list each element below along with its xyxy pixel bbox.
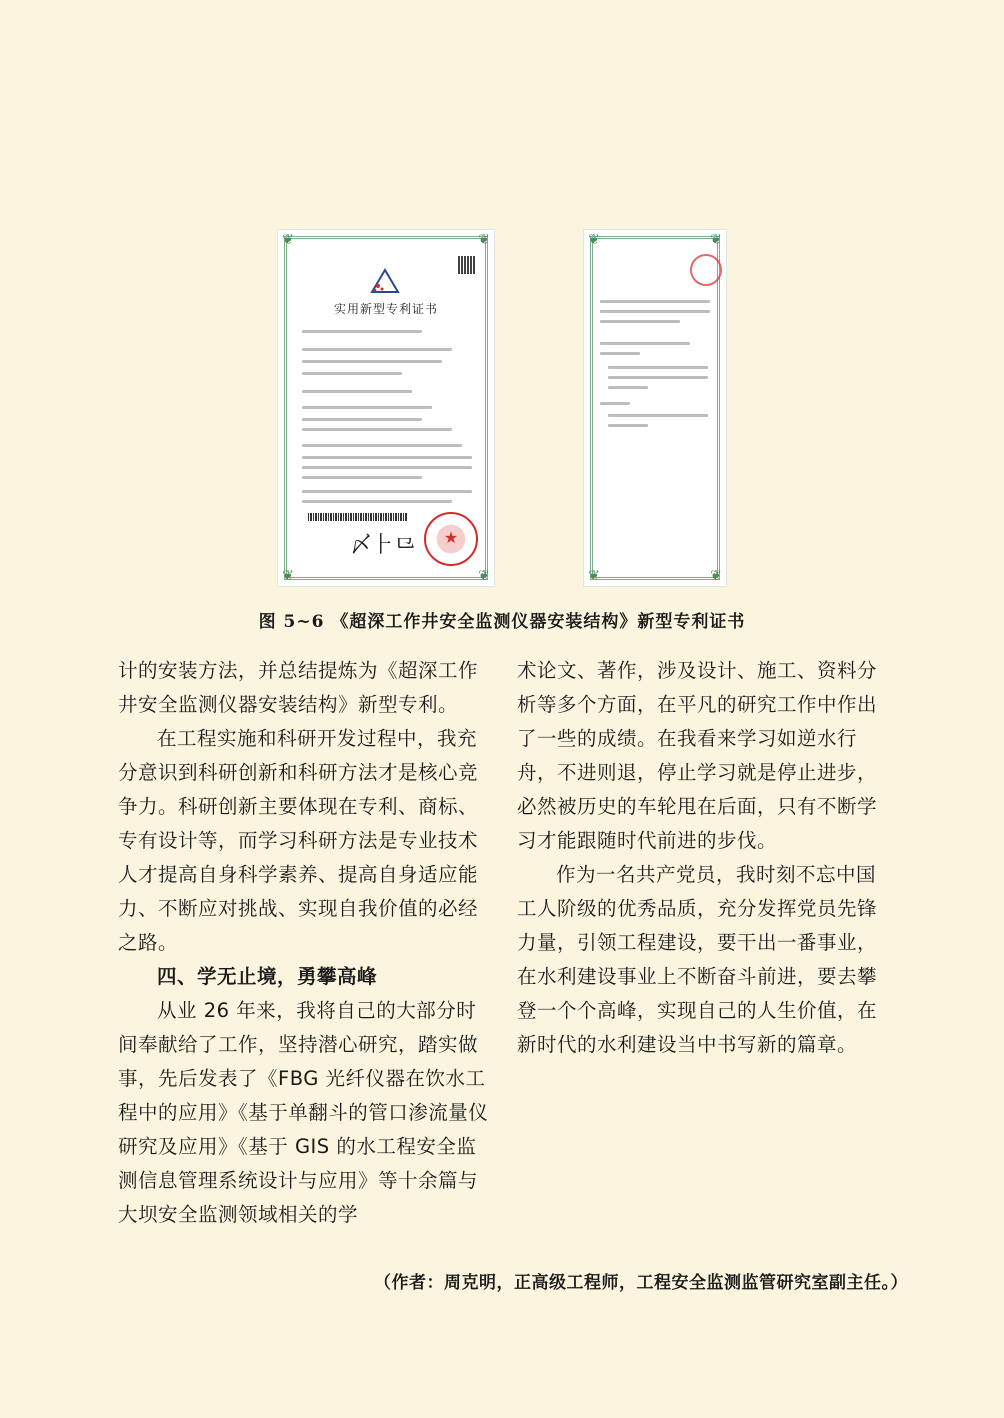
certificate-text-line [600,310,710,313]
certificate-text-line [302,348,452,351]
certificate-text-line [302,360,442,363]
certificate-text-line [302,390,412,393]
paragraph: 从业 26 年来，我将自己的大部分时间奉献给了工作，坚持潜心研究，踏实做事，先后发表了《FBG 光纤仪器在饮水工程中的应用》《基于单翻斗的管口渗流量仪研究及应用》《基于 GIS 的水工程安全监测信息管理系统设计与应用》等十余篇与大坝安全监测领域相关的学 [118,999,489,1226]
left-text-column [118,654,493,1232]
certificate-text-line [600,342,690,345]
certificate-text-line [302,406,432,409]
ornament-icon: ❦ [588,232,600,248]
paragraph: 术论文、著作，涉及设计、施工、资料分析等多个方面，在平凡的研究工作中作出了一些的成绩。在我看来学习如逆水行舟，不进则退，停止学习就是停止进步，必然被历史的车轮甩在后面，只有不断学习才能跟随时代前进的步伐。 [517,659,878,852]
paragraph: 在工程实施和科研开发过程中，我充分意识到科研创新和科研方法才是核心竞争力。科研创新主要体现在专利、商标、专有设计等，而学习科研方法是专业技术人才提高自身科学素养、提高自身适应能力、不断应对挑战、实现自我价值的必经之路。 [118,727,479,954]
certificate-text-line [600,352,640,355]
certificate-text-line [302,476,422,479]
certificate-front-page [278,230,494,586]
ornament-icon: ❦ [710,568,722,584]
certificate-text-line [302,330,422,333]
ornament-icon: ❦ [478,568,490,584]
certificate-text-line [608,414,708,417]
ornament-icon: ❦ [282,568,294,584]
official-seal [690,254,722,286]
section-heading: 四、学无止境，勇攀高峰 [157,965,378,988]
paragraph: 计的安装方法，并总结提炼为《超深工作井安全监测仪器安装结构》新型专利。 [118,659,479,716]
certificate-text-line [302,490,472,493]
ornament-icon: ❦ [710,232,722,248]
patent-certificate-figure [268,218,732,596]
signature-image: 〆⺊⺋ [350,533,417,558]
right-text-column [517,654,892,1062]
certificate-text-line [608,366,708,369]
certificate-text-line [608,424,648,427]
certificate-text-line [302,466,472,469]
certificate-text-line [302,444,462,447]
certificate-text-line [302,456,472,459]
certificate-text-line [608,386,648,389]
figure-caption: 图 5~6 《超深工作井安全监测仪器安装结构》新型专利证书 [258,612,746,632]
certificate-text-line [608,376,708,379]
ornament-icon: ❦ [478,232,490,248]
qr-code [458,256,476,274]
barcode [308,513,408,521]
certificate-back-page [584,230,726,586]
paragraph: 作为一名共产党员，我时刻不忘中国工人阶级的优秀品质，充分发挥党员先锋力量，引领工程建设，要干出一番事业，在水利建设事业上不断奋斗前进，要去攀登一个个高峰，实现自己的人生价值，在新时代的水利建设当中书写新的篇章。 [517,863,878,1056]
certificate-text-line [302,372,402,375]
star-icon: ★ [443,528,459,547]
ornament-icon: ❦ [282,232,294,248]
certificate-title: 实用新型专利证书 [333,302,438,316]
certificate-text-line [600,320,680,323]
certificate-text-line [302,500,452,503]
certificate-text-line [600,300,710,303]
certificate-text-line [302,428,452,431]
certificate-text-line [600,402,630,405]
ornament-icon: ❦ [588,568,600,584]
official-seal [424,512,478,566]
author-note: （作者：周克明，正高级工程师，工程安全监测监管研究室副主任。） [374,1273,908,1293]
certificate-border [590,236,720,580]
certificate-text-line [302,418,422,421]
patent-office-logo [370,268,400,294]
